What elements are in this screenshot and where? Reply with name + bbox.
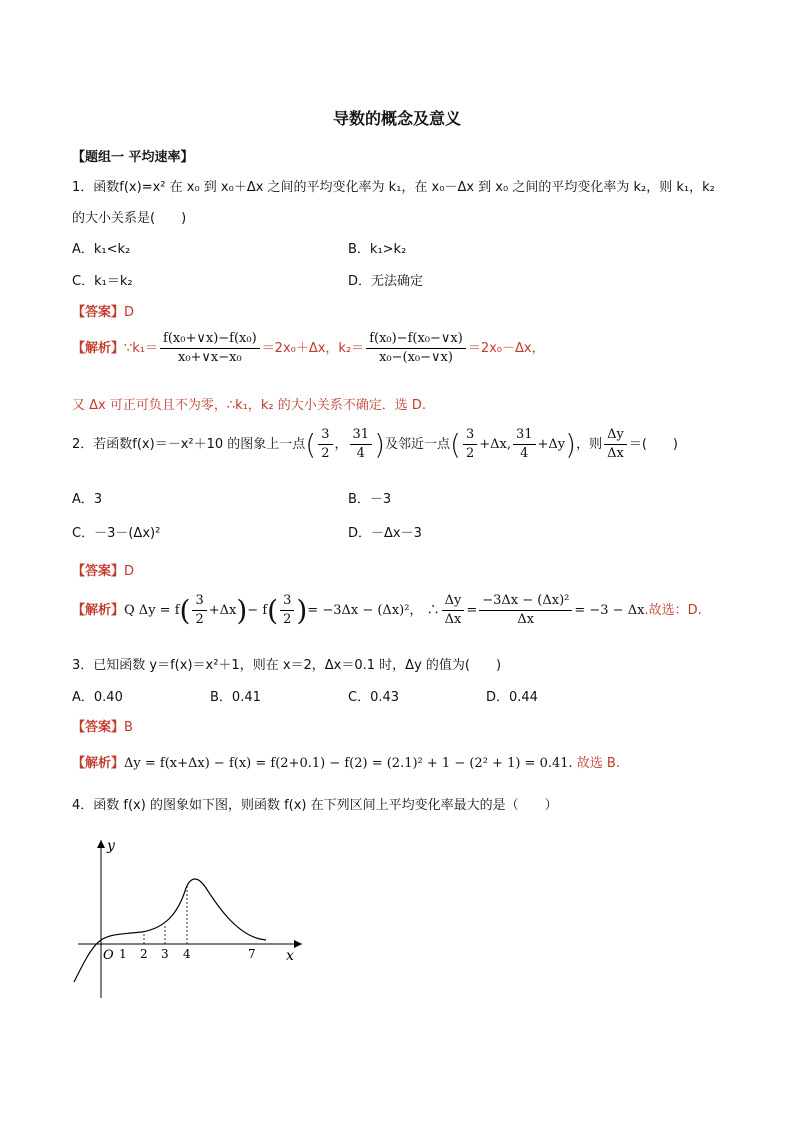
- q1-k1-result: ＝2x₀＋Δx，k₂＝: [261, 341, 365, 356]
- q1-k1-fraction: [160, 330, 260, 367]
- q3-option-c: C．0.43: [348, 690, 400, 705]
- q2-an-part-f: = −3 − Δx: [574, 603, 645, 618]
- q2-p1-x-num: 3: [318, 426, 332, 445]
- q3-answer: [72, 716, 133, 735]
- function-curve: [74, 879, 266, 982]
- q4-number: 4．: [72, 798, 94, 813]
- q2-an-conclusion: .故选：D.: [644, 603, 702, 618]
- q1-k2-fraction: [366, 330, 466, 367]
- q3-analysis-conclusion: 故选 B.: [576, 756, 620, 771]
- q2-option-d: D．－Δx－3: [348, 526, 422, 541]
- q3-number: 3．: [72, 658, 94, 673]
- q2-an-therefore: ∴: [426, 603, 440, 618]
- q2-p2-x-tail: +Δx,: [479, 437, 511, 452]
- q1-option-b: B．k₁>k₂: [348, 242, 407, 257]
- y-axis-label: y: [107, 838, 115, 854]
- x-axis-label: x: [286, 948, 294, 964]
- q2-an-frac1-tail: +Δx: [208, 603, 237, 618]
- q3-answer-value: B: [124, 720, 133, 735]
- q2-an-frac1: [192, 592, 206, 629]
- q2-ratio-den: Δx: [607, 446, 624, 461]
- q2-an-ratio1: [442, 592, 465, 629]
- q2-stem-part-d: ＝( ): [628, 437, 678, 452]
- q2-p2-y: [513, 426, 536, 463]
- q2-an-frac2: [280, 592, 294, 629]
- q2-an-equals: =: [466, 603, 478, 618]
- analysis-label: 【解析】: [72, 341, 125, 356]
- q1-answer-value: D: [124, 305, 135, 320]
- q2-p2-x: [463, 426, 477, 463]
- q2-p1-x-den: 2: [321, 446, 330, 461]
- q2-an-frac2-den: 2: [283, 612, 292, 627]
- q2-p2-y-num: 31: [513, 426, 536, 445]
- q2-p1-y: [350, 426, 373, 463]
- q2-p1-x: [318, 426, 332, 463]
- tick-3: 3: [161, 947, 169, 961]
- q3-analysis-formula: Δy = f(x+Δx) − f(x) = f(2+0.1) − f(2) = (2.1)² + 1 − (2² + 1) = 0.41.: [124, 756, 573, 771]
- q3-stem: [72, 654, 501, 673]
- q2-an-frac2-num: 3: [280, 592, 294, 611]
- q2-p2-y-den: 4: [520, 446, 529, 461]
- q2-an-part-c: = −3Δx − (Δx)²，: [307, 603, 423, 618]
- q2-an-part-a: Q Δy = f: [124, 603, 180, 618]
- q2-an-part-b: − f: [247, 603, 268, 618]
- q1-stem-line1: 函数f(x)=x² 在 x₀ 到 x₀＋Δx 之间的平均变化率为 k₁，在 x₀－Δx 到 x₀ 之间的平均变化率为 k₂，则 k₁，k₂: [93, 180, 715, 195]
- q4-stem: [72, 794, 558, 813]
- analysis-label: 【解析】: [72, 603, 125, 618]
- q1-option-d: D．无法确定: [348, 274, 424, 289]
- q1-k1-denominator: x₀+∨x−x₀: [177, 350, 242, 365]
- q1-k1-label: ∵k₁＝: [124, 341, 159, 356]
- q1-k2-numerator: f(x₀)−f(x₀−∨x): [366, 330, 466, 349]
- q2-ratio-num: Δy: [604, 426, 627, 445]
- answer-label: 【答案】: [72, 720, 125, 735]
- q2-p1-y-num: 31: [350, 426, 373, 445]
- q3-analysis: [72, 752, 620, 771]
- q2-analysis: 【解析】Q Δy = f( $\frac{3}{2}$ +Δx)− f( $\frac{3}{2}$ )= −3Δx − (Δx)²， ∴ $\frac{\Delta y}{\Delta x}$ = $\frac{\text{−3Δx − (Δx)²}}{\Delta x}$ = −3 − Δx.故选：D.: [72, 593, 702, 627]
- q1-answer: [72, 301, 134, 320]
- q2-answer-value: D: [124, 564, 135, 579]
- tick-1: 1: [119, 947, 127, 961]
- q1-analysis-line2: 又 Δx 可正可负且不为零，∴k₁，k₂ 的大小关系不确定．选 D.: [72, 398, 427, 413]
- q1-number: 1．: [72, 180, 94, 195]
- q2-p2-y-tail: +Δy: [537, 437, 566, 452]
- q2-an-ratio2: [479, 592, 572, 629]
- q2-an-ratio1-num: Δy: [442, 592, 465, 611]
- q2-p2-x-num: 3: [463, 426, 477, 445]
- q2-an-ratio1-den: Δx: [444, 612, 462, 627]
- q3-option-a: A．0.40: [72, 690, 123, 705]
- q2-ratio: [604, 426, 627, 463]
- q2-option-c: C．－3－(Δx)²: [72, 526, 161, 541]
- q4-stem-text: 函数 f(x) 的图象如下图，则函数 f(x) 在下列区间上平均变化率最大的是（ ）: [93, 798, 558, 813]
- q2-option-a: A．3: [72, 492, 103, 507]
- q2-stem-part-c: ，则: [576, 437, 603, 452]
- answer-label: 【答案】: [72, 305, 125, 320]
- answer-label: 【答案】: [72, 564, 125, 579]
- tick-7: 7: [248, 947, 256, 961]
- analysis-label: 【解析】: [72, 756, 125, 771]
- q2-an-ratio2-den: Δx: [517, 612, 535, 627]
- q2-stem-part-a: 若函数f(x)＝－x²＋10 的图象上一点: [93, 437, 306, 452]
- q1-option-a: A．k₁<k₂: [72, 242, 131, 257]
- q2-option-b: B．－3: [348, 492, 392, 507]
- q2-an-frac1-den: 2: [195, 612, 204, 627]
- q2-an-frac1-num: 3: [192, 592, 206, 611]
- q2-answer: [72, 560, 134, 579]
- group-heading: 【题组一 平均速率】: [72, 150, 194, 165]
- page-title: 导数的概念及意义: [332, 109, 461, 128]
- q2-p1-y-den: 4: [356, 446, 365, 461]
- q2-number: 2．: [72, 437, 94, 452]
- q3-option-b: B．0.41: [210, 690, 261, 705]
- q1-k2-denominator: x₀−(x₀−∨x): [379, 350, 453, 365]
- q4-function-graph: [70, 836, 310, 1004]
- q1-stem-line2: 的大小关系是( ): [72, 211, 187, 226]
- q3-option-d: D．0.44: [486, 690, 538, 705]
- q1-k2-result: ＝2x₀－Δx，: [467, 341, 545, 356]
- q2-p2-x-den: 2: [465, 446, 475, 461]
- q1-analysis-line1: [72, 330, 545, 367]
- q2-an-ratio2-num: −3Δx − (Δx)²: [479, 592, 572, 611]
- q3-stem-text: 已知函数 y＝f(x)＝x²＋1，则在 x＝2，Δx＝0.1 时，Δy 的值为( ): [93, 658, 502, 673]
- q2-stem: 2．若函数f(x)＝－x²＋10 的图象上一点( $\frac{3}{2}$ ， $\frac{31}{4}$ )及邻近一点( $\frac{3}{2}$ +Δx, $\frac{31}{4}$ +Δy)，则 $\frac{\Delta y}{\Delta x}$ ＝( ): [72, 427, 678, 461]
- tick-4: 4: [183, 947, 191, 961]
- q1-option-c: C．k₁＝k₂: [72, 274, 133, 289]
- q2-stem-part-b: 及邻近一点: [385, 437, 451, 452]
- tick-2: 2: [140, 947, 148, 961]
- y-axis-arrow: [97, 840, 105, 848]
- q1-line1: [72, 176, 715, 195]
- q1-k1-numerator: f(x₀+∨x)−f(x₀): [160, 330, 260, 349]
- x-axis-arrow: [294, 940, 302, 948]
- origin-label: O: [103, 948, 114, 963]
- q2-p1-sep: ，: [334, 437, 348, 452]
